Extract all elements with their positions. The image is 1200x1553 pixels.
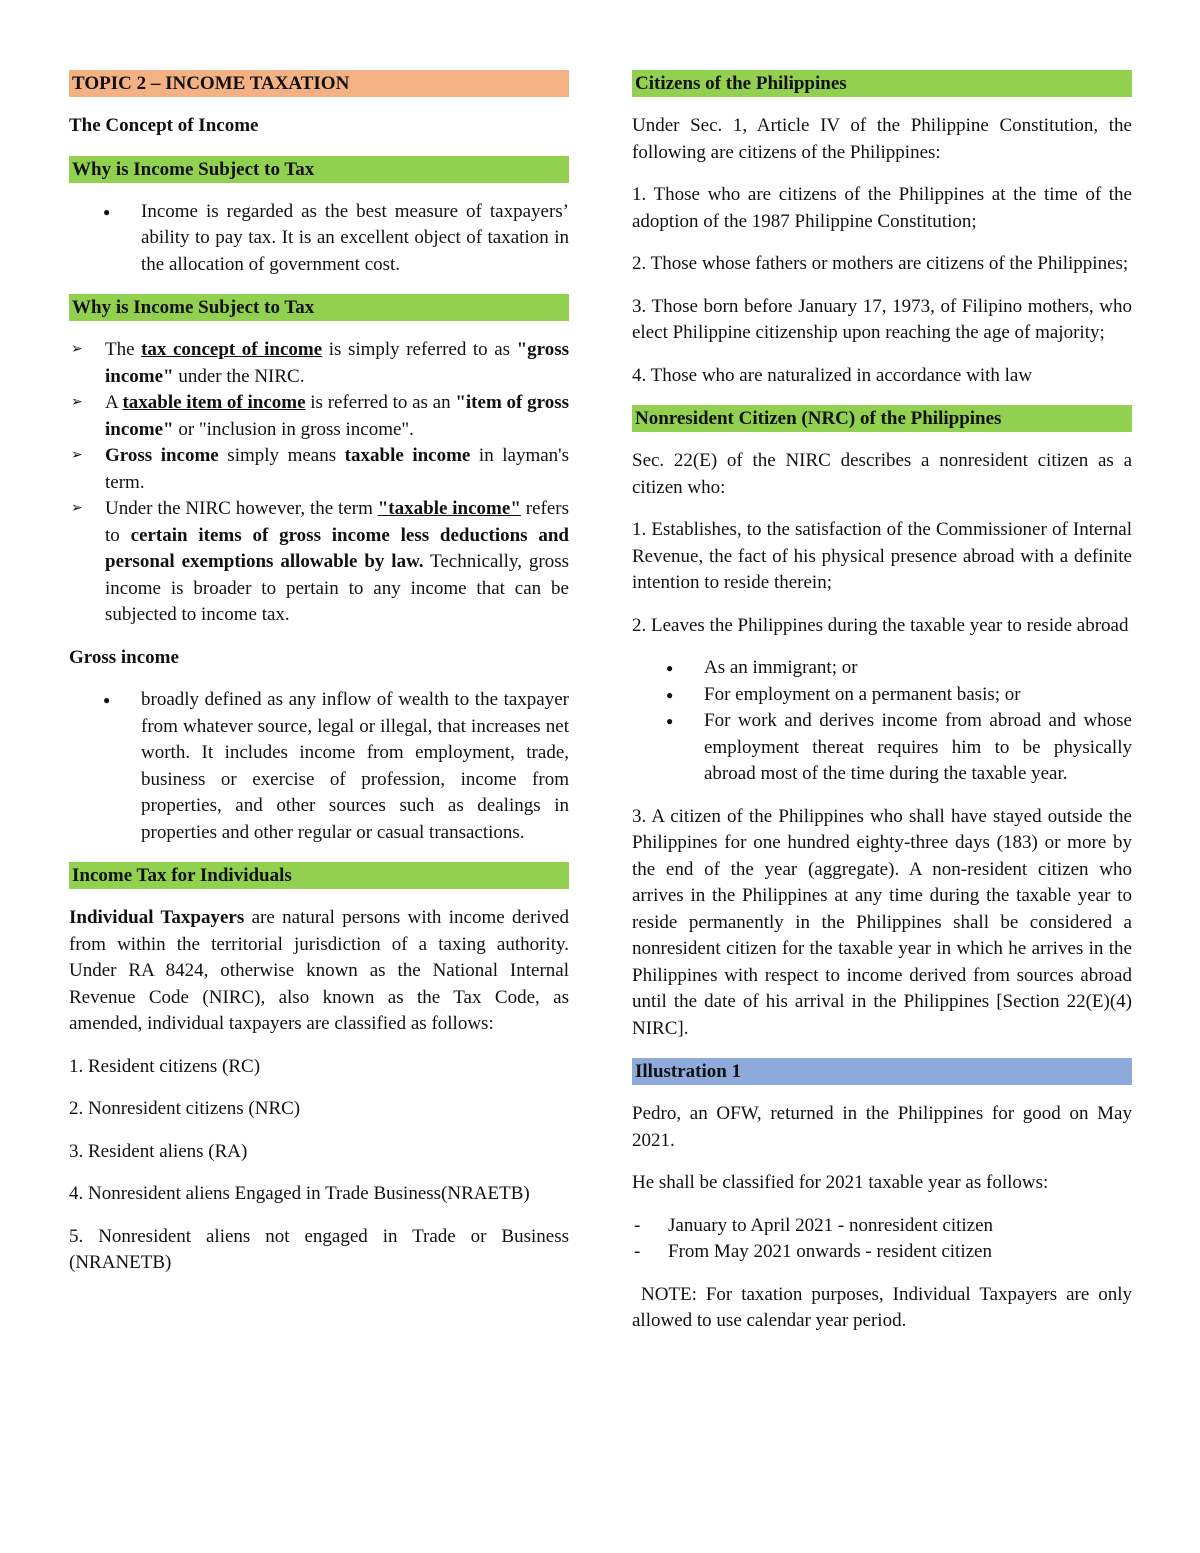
individuals-paragraph: Individual Taxpayers are natural persons with income derived from within the territorial jurisdiction of a taxing authority. Under RA 8424, otherwise known as the National Internal Revenue Code (NIRC), also known as the Tax Code, as amended, individual taxpayers are classified as follows: bbox=[69, 907, 569, 1034]
list-item: ➢ The tax concept of income is simply referred to as "gross income" under the NIRC. bbox=[71, 339, 569, 387]
why-list-2 bbox=[69, 337, 569, 629]
citizens-intro: Under Sec. 1, Article IV of the Philippine Constitution, the following are citizens of the Philippines: bbox=[632, 115, 1132, 163]
class-item-4: 4. Nonresident aliens Engaged in Trade Business(NRAETB) bbox=[69, 1183, 530, 1204]
dash-icon: - bbox=[634, 1241, 641, 1262]
list-item: ● For work and derives income from abroad and whose employment thereat requires him to be physically abroad most of the time during the taxable year. bbox=[666, 710, 1132, 784]
individuals-header: Income Tax for Individuals bbox=[69, 862, 569, 889]
bullet-icon: ● bbox=[103, 693, 111, 707]
topic-title: TOPIC 2 – INCOME TAXATION bbox=[69, 70, 569, 97]
class-item-1: 1. Resident citizens (RC) bbox=[69, 1055, 261, 1077]
why-header-1: Why is Income Subject to Tax bbox=[69, 156, 569, 183]
concept-title: The Concept of Income bbox=[69, 115, 259, 136]
list-item: - January to April 2021 - nonresident citizen bbox=[632, 1213, 1132, 1240]
illustration-header: Illustration 1 bbox=[632, 1058, 1132, 1085]
nrc-bullets bbox=[632, 655, 1132, 788]
class-item-5: 5. Nonresident aliens not engaged in Trade or Business (NRANETB) bbox=[69, 1225, 569, 1273]
nrc-header: Nonresident Citizen (NRC) of the Philippines bbox=[632, 405, 1132, 432]
gross-income-title: Gross income bbox=[69, 646, 179, 668]
dash-icon: - bbox=[634, 1214, 641, 1236]
illustration-dash-list bbox=[632, 1213, 1132, 1266]
citizens-header: Citizens of the Philippines bbox=[632, 70, 1132, 97]
list-item: ➢ Gross income simply means taxable income in layman's term. bbox=[71, 445, 569, 493]
nrc-item-1: 1. Establishes, to the satisfaction of the Commissioner of Internal Revenue, the fact of his physical presence abroad with a definite intention to reside therein; bbox=[632, 519, 1132, 593]
list-item: - From May 2021 onwards - resident citizen bbox=[632, 1239, 1132, 1266]
class-item-3: 3. Resident aliens (RA) bbox=[69, 1140, 248, 1162]
list-item: ➢ Under the NIRC however, the term "taxable income" refers to certain items of gross income less deductions and personal exemptions allowable by law. Technically, gross income is broader to pertain to any income that can be subjected to income tax. bbox=[71, 498, 569, 625]
bullet-icon: ● bbox=[666, 661, 674, 675]
right-column bbox=[632, 70, 1137, 1351]
why-list-1 bbox=[69, 199, 569, 279]
illustration-paragraph-1: Pedro, an OFW, returned in the Philippines for good on May 2021. bbox=[632, 1103, 1132, 1151]
gross-income-list bbox=[69, 687, 569, 846]
class-item-2: 2. Nonresident citizens (NRC) bbox=[69, 1098, 301, 1119]
list-item: ➢ A taxable item of income is referred to as an "item of gross income" or "inclusion in gross income". bbox=[71, 392, 569, 440]
why-header-2: Why is Income Subject to Tax bbox=[69, 294, 569, 321]
list-item: ● Income is regarded as the best measure of taxpayers’ ability to pay tax. It is an excellent object of taxation in the allocation of government cost. bbox=[103, 200, 569, 275]
arrow-icon: ➢ bbox=[71, 501, 83, 516]
citizens-item-3: 3. Those born before January 17, 1973, of Filipino mothers, who elect Philippine citizenship upon reaching the age of majority; bbox=[632, 295, 1132, 343]
nrc-item-2: 2. Leaves the Philippines during the taxable year to reside abroad bbox=[632, 614, 1129, 636]
arrow-icon: ➢ bbox=[71, 395, 83, 410]
bullet-icon: ● bbox=[103, 204, 111, 219]
illustration-paragraph-2: He shall be classified for 2021 taxable year as follows: bbox=[632, 1172, 1049, 1193]
list-item: ● As an immigrant; or bbox=[632, 655, 1132, 682]
bullet-icon: ● bbox=[666, 714, 674, 728]
list-item: ● broadly defined as any inflow of wealth to the taxpayer from whatever source, legal or illegal, that increases net worth. It includes income from employment, trade, business or exercise of profession, income from properties, and other sources such as dealings in properties and other regular or casual transactions. bbox=[103, 689, 569, 843]
nrc-intro: Sec. 22(E) of the NIRC describes a nonresident citizen as a citizen who: bbox=[632, 450, 1132, 498]
nrc-item-3: 3. A citizen of the Philippines who shall have stayed outside the Philippines for one hundred eighty-three days (183) or more by the end of the year (aggregate). A non-resident citizen who arrives in the Philippines at any time during the taxable year to reside permanently in the Philippines shall be considered a nonresident citizen for the taxable year in which he arrives in the Philippines with respect to income derived from sources abroad until the date of his arrival in the Philippines [Section 22(E)(4) NIRC]. bbox=[632, 805, 1132, 1039]
note-paragraph: NOTE: For taxation purposes, Individual Taxpayers are only allowed to use calendar year period. bbox=[632, 1283, 1137, 1331]
citizens-item-2: 2. Those whose fathers or mothers are citizens of the Philippines; bbox=[632, 253, 1129, 274]
citizens-item-1: 1. Those who are citizens of the Philippines at the time of the adoption of the 1987 Philippine Constitution; bbox=[632, 184, 1132, 232]
arrow-icon: ➢ bbox=[71, 448, 83, 463]
citizens-item-4: 4. Those who are naturalized in accordance with law bbox=[632, 364, 1033, 386]
bullet-icon: ● bbox=[666, 687, 674, 702]
left-column bbox=[69, 70, 569, 1293]
arrow-icon: ➢ bbox=[71, 342, 83, 357]
list-item: ● For employment on a permanent basis; or bbox=[632, 682, 1132, 709]
